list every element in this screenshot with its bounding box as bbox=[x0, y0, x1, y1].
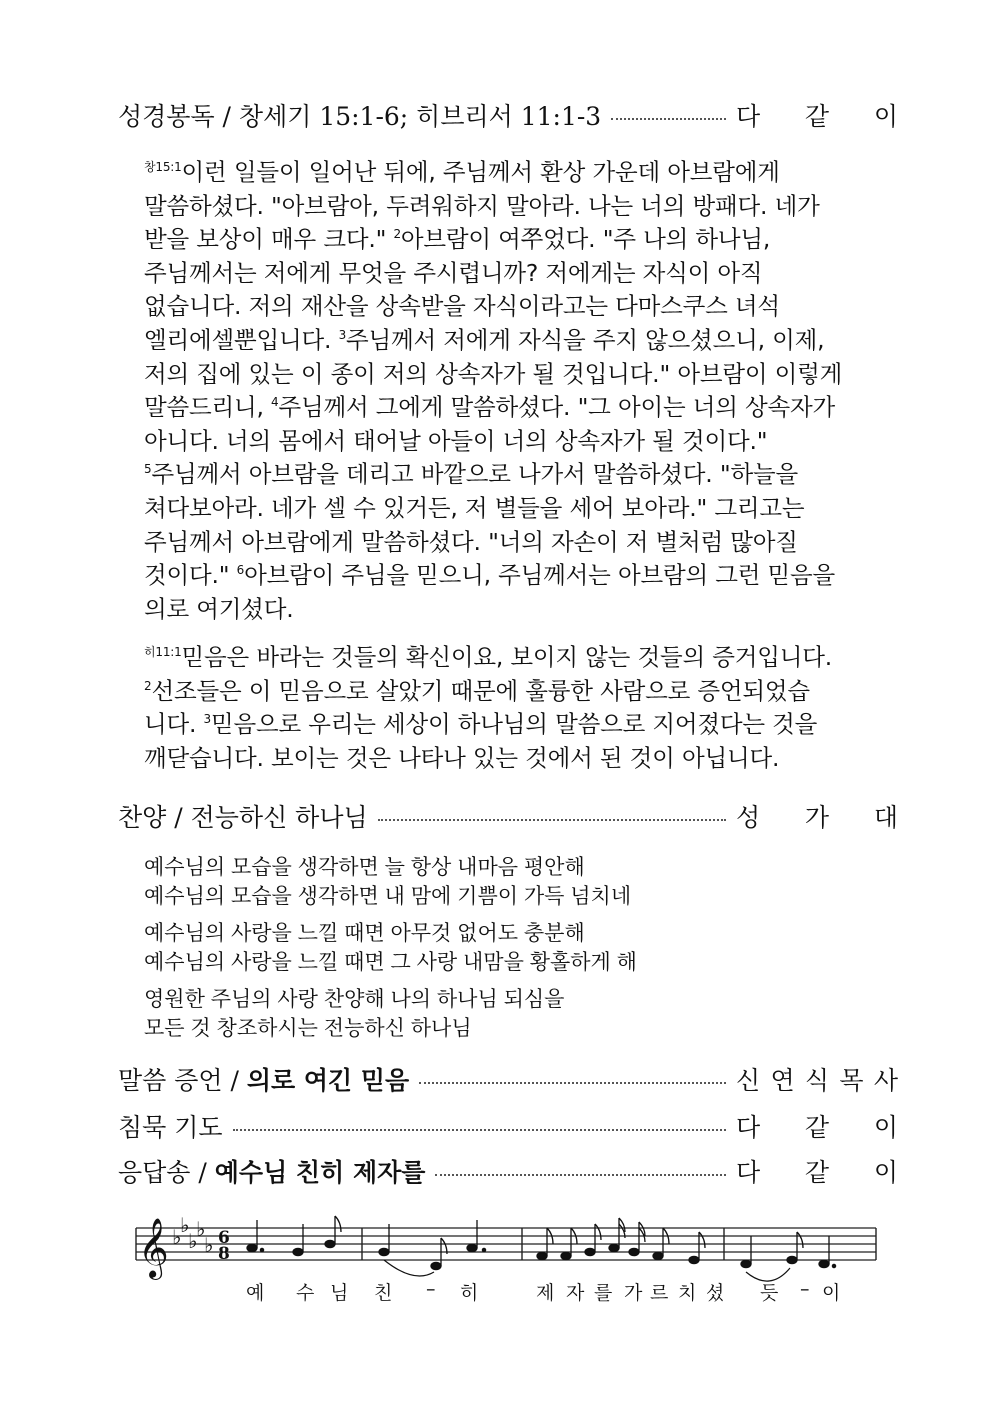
scripture-line bbox=[144, 391, 904, 425]
scripture-line bbox=[144, 257, 904, 291]
svg-text:♭: ♭ bbox=[180, 1213, 190, 1237]
score-syllable: 히 bbox=[460, 1282, 479, 1304]
verse-reference: 히11:1 bbox=[144, 645, 182, 659]
scripture-text: 믿음은 바라는 것들의 확신이요, 보이지 않는 것들의 증거입니다. bbox=[181, 643, 833, 671]
scripture-text: 없습니다. 저의 재산을 상속받을 자식이라고는 다마스쿠스 녀석 bbox=[144, 292, 780, 321]
verse-number: 2 bbox=[144, 678, 152, 693]
prayer-row bbox=[118, 1106, 898, 1146]
scripture-line bbox=[144, 223, 904, 257]
svg-text:6: 6 bbox=[218, 1228, 230, 1248]
verse-number: 4 bbox=[271, 395, 279, 410]
scripture-text: 아니다. 너의 몸에서 태어날 아들이 너의 상속자가 될 것이다." bbox=[144, 426, 768, 455]
scripture-text: 주님께서 그에게 말씀하셨다. "그 아이는 너의 상속자가 bbox=[278, 393, 836, 422]
reading-label: 성경봉독 / 창세기 15:1-6; 히브리서 11:1-3 bbox=[118, 102, 602, 131]
response-title: 예수님 친히 제자를 bbox=[214, 1158, 426, 1187]
reading-performer: 다 같 이 bbox=[736, 102, 898, 131]
svg-text:♭: ♭ bbox=[172, 1225, 182, 1249]
scripture-line bbox=[144, 190, 904, 224]
scripture-text: 쳐다보아라. 네가 셀 수 있거든, 저 별들을 세어 보아라." 그리고는 bbox=[144, 493, 805, 522]
staff-lines bbox=[136, 1228, 876, 1260]
lyrics-line: 영원한 주님의 사랑 찬양해 나의 하나님 되심을 bbox=[144, 988, 565, 1011]
scripture-text: 의로 여기셨다. bbox=[144, 594, 294, 623]
scripture-text: 믿음으로 우리는 세상이 하나님의 말씀으로 지어졌다는 것을 bbox=[210, 710, 818, 739]
scripture-text: 주님께서 아브람을 데리고 바깥으로 나가서 말씀하셨다. "하늘을 bbox=[151, 460, 798, 489]
score-syllable: 제 bbox=[536, 1282, 555, 1304]
score-syllable: 르 bbox=[650, 1282, 669, 1304]
time-signature bbox=[218, 1228, 230, 1264]
lyrics-line: 예수님의 사랑을 느낄 때면 아무것 없어도 충분해 bbox=[144, 922, 585, 945]
praise-row bbox=[118, 796, 898, 836]
reading-row bbox=[118, 95, 898, 135]
scripture-text: 선조들은 이 믿음으로 살았기 때문에 훌륭한 사람으로 증언되었습 bbox=[151, 676, 810, 705]
praise-label: 찬양 / 전능하신 하나님 bbox=[118, 803, 368, 832]
lyrics-stanza bbox=[144, 985, 637, 1043]
lyrics-line: 예수님의 사랑을 느낄 때면 그 사랑 내맘을 황홀하게 해 bbox=[144, 951, 637, 974]
scripture-text: 아브람이 주님을 믿으니, 주님께서는 아브람의 그런 믿음을 bbox=[244, 561, 836, 590]
score-syllable: 수 bbox=[296, 1282, 315, 1304]
sermon-label: 말씀 증언 / 의로 여긴 믿음 bbox=[118, 1066, 410, 1095]
scripture-line bbox=[144, 458, 904, 492]
scripture-line bbox=[144, 492, 904, 526]
sermon-row bbox=[118, 1059, 898, 1099]
scripture-line bbox=[144, 290, 904, 324]
response-performer: 다 같 이 bbox=[736, 1158, 898, 1187]
scripture-line bbox=[144, 358, 904, 392]
scripture-line bbox=[144, 742, 904, 776]
scripture-text: 말씀드리니, bbox=[144, 393, 272, 422]
scripture-text: 아브람이 여쭈었다. "주 나의 하나님, bbox=[400, 225, 771, 254]
verse-number: 2 bbox=[393, 227, 401, 242]
lyrics-line: 예수님의 모습을 생각하면 내 맘에 기쁨이 가득 넘치네 bbox=[144, 885, 632, 908]
svg-text:8: 8 bbox=[218, 1244, 230, 1264]
scripture-text: 주님께서 저에게 자식을 주지 않으셨으니, 이제, bbox=[346, 325, 825, 354]
sermon-speaker: 신 연 식 목 사 bbox=[736, 1066, 898, 1095]
key-signature-flats bbox=[172, 1213, 213, 1257]
leader-dots bbox=[611, 118, 726, 120]
scripture-text: 주님께서는 저에게 무엇을 주시렵니까? 저에게는 자식이 아직 bbox=[144, 258, 763, 287]
scripture-line bbox=[144, 526, 904, 560]
svg-text:♭: ♭ bbox=[196, 1217, 206, 1241]
scripture-text: 받을 보상이 매우 크다." bbox=[144, 225, 394, 254]
lyrics-line: 예수님의 모습을 생각하면 늘 항상 내마음 평안해 bbox=[144, 856, 585, 879]
svg-text:♭: ♭ bbox=[188, 1229, 198, 1253]
score-syllable: 가 bbox=[624, 1282, 643, 1304]
praise-lyrics bbox=[144, 853, 637, 1051]
verse-number: 5 bbox=[144, 462, 152, 477]
verse-reference: 창15:1 bbox=[144, 160, 182, 174]
verse-number: 3 bbox=[338, 327, 346, 342]
lyrics-stanza bbox=[144, 853, 637, 911]
sermon-title: 의로 여긴 믿음 bbox=[246, 1066, 410, 1095]
prayer-performer: 다 같 이 bbox=[736, 1113, 898, 1142]
scripture-line bbox=[144, 324, 904, 358]
score-syllable: 친 bbox=[374, 1282, 393, 1304]
score-syllable: – bbox=[426, 1278, 436, 1300]
verse-number: 3 bbox=[203, 712, 211, 727]
leader-dots bbox=[419, 1082, 726, 1084]
lyrics-stanza bbox=[144, 919, 637, 977]
svg-text:♭: ♭ bbox=[204, 1233, 214, 1257]
scripture-line bbox=[144, 425, 904, 459]
scripture-line bbox=[144, 156, 904, 190]
leader-dots bbox=[378, 819, 726, 821]
scripture-text: 깨닫습니다. 보이는 것은 나타나 있는 것에서 된 것이 아닙니다. bbox=[144, 743, 780, 772]
response-label: 응답송 / 예수님 친히 제자를 bbox=[118, 1158, 426, 1187]
scripture-text: 말씀하셨다. "아브람아, 두려워하지 말아라. 나는 너의 방패다. 네가 bbox=[144, 191, 820, 220]
score-syllable: 듯 bbox=[760, 1282, 779, 1304]
treble-clef-icon: 𝄞 bbox=[138, 1218, 169, 1278]
scripture-text: 것이다." bbox=[144, 561, 237, 590]
genesis-passage bbox=[144, 156, 904, 626]
scripture-line bbox=[144, 641, 904, 675]
score-syllable: 자 bbox=[566, 1282, 585, 1304]
leader-dots bbox=[435, 1174, 726, 1176]
score-syllable: 예 bbox=[246, 1282, 265, 1304]
scripture-line bbox=[144, 559, 904, 593]
hebrews-passage bbox=[144, 641, 904, 775]
score-syllable: 님 bbox=[330, 1282, 349, 1304]
score-syllable: 셨 bbox=[706, 1282, 725, 1304]
leader-dots bbox=[233, 1129, 726, 1131]
score-syllable: 이 bbox=[822, 1282, 841, 1304]
prayer-label: 침묵 기도 bbox=[118, 1113, 223, 1142]
verse-number: 6 bbox=[236, 563, 245, 578]
score-syllable: – bbox=[800, 1278, 810, 1300]
scripture-line bbox=[144, 675, 904, 709]
score-syllable: 를 bbox=[594, 1282, 613, 1304]
scripture-text: 저의 집에 있는 이 종이 저의 상속자가 될 것입니다." 아브람이 이렇게 bbox=[144, 359, 843, 388]
notes bbox=[247, 1216, 836, 1281]
scripture-line bbox=[144, 593, 904, 627]
score-syllable: 치 bbox=[678, 1282, 697, 1304]
scripture-text: 엘리에셀뿐입니다. bbox=[144, 325, 339, 354]
lyrics-line: 모든 것 창조하시는 전능하신 하나님 bbox=[144, 1017, 472, 1040]
scripture-text: 니다. bbox=[144, 710, 204, 739]
scripture-line bbox=[144, 708, 904, 742]
praise-performer: 성 가 대 bbox=[736, 803, 898, 832]
response-row bbox=[118, 1151, 898, 1191]
scripture-text: 이런 일들이 일어난 뒤에, 주님께서 환상 가운데 아브람에게 bbox=[181, 158, 780, 186]
scripture-text: 주님께서 아브람에게 말씀하셨다. "너의 자손이 저 별처럼 많아질 bbox=[144, 527, 798, 556]
